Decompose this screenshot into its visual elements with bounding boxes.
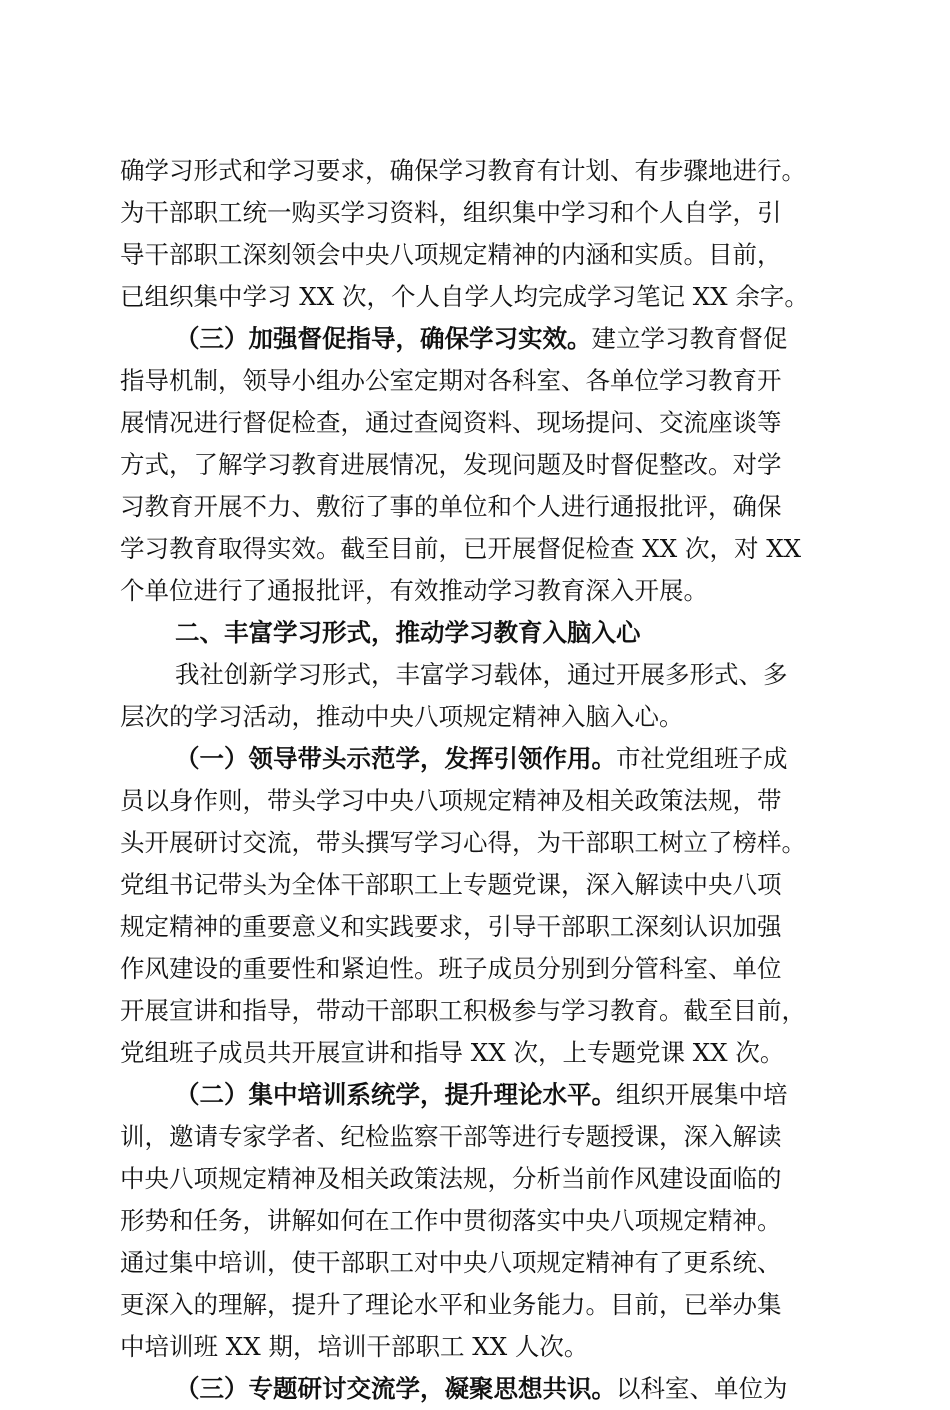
subheading-2: （二）集中培训系统学，提升理论水平。 [175,1080,616,1109]
paragraph-line [120,738,832,780]
paragraph-text: 市社党组班子成 [616,744,788,773]
paragraph-line: 导干部职工深刻领会中央八项规定精神的内涵和实质。目前， [120,240,782,269]
paragraph-line: 开展宣讲和指导，带动干部职工积极参与学习教育。截至目前， [120,996,806,1025]
paragraph-text: 建立学习教育督促 [591,324,788,353]
paragraph-text: 组织开展集中培 [616,1080,788,1109]
paragraph-line: 规定精神的重要意义和实践要求，引导干部职工深刻认识加强 [120,912,782,941]
paragraph-line: 指导机制，领导小组办公室定期对各科室、各单位学习教育开 [120,366,782,395]
paragraph-line: 已组织集中学习 XX 次，个人自学人均完成学习笔记 XX 余字。 [120,282,809,311]
paragraph-line: 学习教育取得实效。截至目前，已开展督促检查 XX 次，对 XX [120,534,802,563]
paragraph-line: 为干部职工统一购买学习资料，组织集中学习和个人自学，引 [120,198,782,227]
paragraph-line: 头开展研讨交流，带头撰写学习心得，为干部职工树立了榜样。 [120,828,806,857]
paragraph-line: 更深入的理解，提升了理论水平和业务能力。目前，已举办集 [120,1290,782,1319]
subheading-1: （一）领导带头示范学，发挥引领作用。 [175,744,616,773]
paragraph-line: 方式，了解学习教育进展情况，发现问题及时督促整改。对学 [120,450,782,479]
paragraph-line: 确学习形式和学习要求，确保学习教育有计划、有步骤地进行。 [120,156,806,185]
subheading-3b: （三）专题研讨交流学，凝聚思想共识。 [175,1374,616,1403]
paragraph-line: 我社创新学习形式，丰富学习载体，通过开展多形式、多 [175,660,788,689]
paragraph-line [120,1368,832,1410]
paragraph-line: 个单位进行了通报批评，有效推动学习教育深入开展。 [120,576,708,605]
paragraph-line: 员以身作则，带头学习中央八项规定精神及相关政策法规，带 [120,786,782,815]
paragraph-line: 中央八项规定精神及相关政策法规，分析当前作风建设面临的 [120,1164,782,1193]
paragraph-text: 以科室、单位为 [616,1374,788,1403]
subheading-3: （三）加强督促指导，确保学习实效。 [175,324,592,353]
paragraph-line: 作风建设的重要性和紧迫性。班子成员分别到分管科室、单位 [120,954,782,983]
paragraph-line: 训，邀请专家学者、纪检监察干部等进行专题授课，深入解读 [120,1122,782,1151]
paragraph-line: 党组书记带头为全体干部职工上专题党课，深入解读中央八项 [120,870,782,899]
paragraph-line: 习教育开展不力、敷衍了事的单位和个人进行通报批评，确保 [120,492,782,521]
paragraph-line: 中培训班 XX 期，培训干部职工 XX 人次。 [120,1332,589,1361]
document-page [120,150,832,1410]
paragraph-line: 层次的学习活动，推动中央八项规定精神入脑入心。 [120,702,684,731]
paragraph-line [120,1074,832,1116]
paragraph-line: 展情况进行督促检查，通过查阅资料、现场提问、交流座谈等 [120,408,782,437]
paragraph-line: 通过集中培训，使干部职工对中央八项规定精神有了更系统、 [120,1248,782,1277]
paragraph-line [120,318,832,360]
paragraph-line: 形势和任务，讲解如何在工作中贯彻落实中央八项规定精神。 [120,1206,782,1235]
section-heading: 二、丰富学习形式，推动学习教育入脑入心 [175,618,641,647]
paragraph-line: 党组班子成员共开展宣讲和指导 XX 次，上专题党课 XX 次。 [120,1038,785,1067]
